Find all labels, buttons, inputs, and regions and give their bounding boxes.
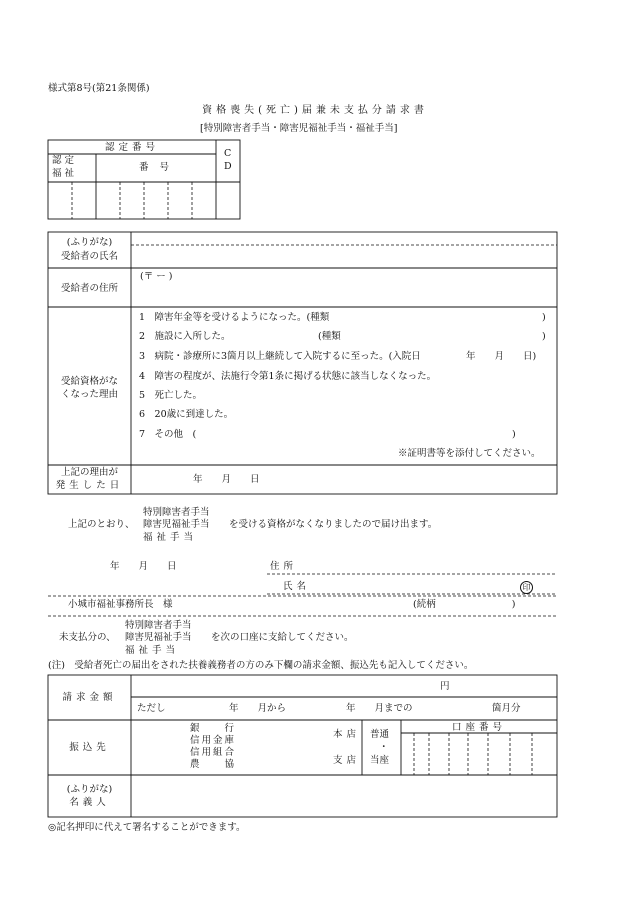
reason-label-1: 受給資格がな bbox=[60, 376, 118, 387]
allowance-1: 特別障害者手当 bbox=[143, 507, 210, 518]
nintei-fukushi-label-2: 福 祉 bbox=[52, 168, 75, 179]
admit-date: 年 月 日) bbox=[466, 351, 537, 362]
transfer-label: 振込先 bbox=[69, 742, 110, 753]
nintei-bango-label: 認定番号 bbox=[104, 142, 159, 153]
amount-label: 請求金額 bbox=[62, 692, 117, 703]
cd-label-1: C bbox=[224, 148, 232, 159]
addressee: 小城市福祉事務所長 様 bbox=[68, 599, 173, 610]
tadashi-label: ただし bbox=[137, 703, 166, 714]
unpaid-allowance-1: 特別障害者手当 bbox=[125, 620, 192, 631]
reason-label-2: くなった理由 bbox=[60, 389, 118, 400]
reason-close-paren: ) bbox=[542, 331, 546, 342]
seal-icon: 印 bbox=[520, 581, 533, 594]
institution-bank: 銀 行 bbox=[190, 723, 237, 734]
reason-close-paren: ) bbox=[512, 429, 516, 440]
furigana-label: (ふりがな) bbox=[66, 237, 113, 248]
shiten-label: 支店 bbox=[333, 755, 361, 766]
footer-note: ◎記名押印に代えて署名することができます。 bbox=[48, 822, 246, 833]
recipient-address-label: 受給者の住所 bbox=[60, 283, 118, 294]
reason-kind: (種類 bbox=[318, 331, 341, 342]
unpaid-allowance-2: 障害児福祉手当 bbox=[125, 632, 192, 643]
holder-furigana-label: (ふりがな) bbox=[66, 784, 113, 795]
toza-label: 当座 bbox=[370, 755, 390, 766]
postal-code: (〒 ー ) bbox=[140, 271, 173, 282]
reason-item: 7 その他 ( bbox=[139, 429, 197, 440]
cd-label-2: D bbox=[224, 161, 232, 172]
relation-field: (続柄 ) bbox=[413, 599, 516, 610]
unpaid-note: (注) 受給者死亡の届出をされた扶養義務者の方のみ下欄の請求金額、振込先も記入してください。 bbox=[48, 660, 474, 671]
futsu-label: 普通 bbox=[370, 729, 390, 740]
reason-item: 1 障害年金等を受けるようになった。(種類 bbox=[139, 312, 330, 323]
reason-item: 3 病院・診療所に3箇月以上継続して入院するに至った。(入院日 bbox=[139, 351, 421, 362]
account-type-dot: ・ bbox=[379, 742, 389, 753]
address-label: 住所 bbox=[270, 561, 298, 572]
form-title: 資格喪失(死亡)届兼未支払分請求書 bbox=[202, 105, 428, 116]
seal-mark bbox=[520, 581, 533, 594]
reason-item: 2 施設に入所した。 bbox=[139, 331, 231, 342]
unpaid-prefix: 未支払分の、 bbox=[59, 632, 116, 643]
declaration-prefix: 上記のとおり、 bbox=[68, 519, 135, 530]
occurrence-date: 年 月 日 bbox=[193, 474, 260, 485]
honten-label: 本店 bbox=[333, 729, 361, 740]
period-to: 年 月までの bbox=[346, 703, 413, 714]
allowance-3: 福祉手当 bbox=[143, 532, 198, 543]
attach-note: ※証明書等を添付してください。 bbox=[398, 448, 541, 459]
nintei-fukushi-label-1: 認 定 bbox=[52, 155, 75, 166]
declaration-suffix: を受ける資格がなくなりましたので届け出ます。 bbox=[229, 519, 438, 530]
date-label-1: 上記の理由が bbox=[60, 467, 118, 478]
reason-close-paren: ) bbox=[542, 312, 546, 323]
name-label: 氏名 bbox=[283, 581, 311, 592]
institution-nokyo: 農 協 bbox=[190, 759, 237, 770]
declaration-date: 年 月 日 bbox=[110, 561, 177, 572]
recipient-name-label: 受給者の氏名 bbox=[60, 251, 118, 262]
date-label-2: 発生した日 bbox=[55, 480, 124, 491]
yen-unit: 円 bbox=[440, 681, 450, 692]
unpaid-allowance-3: 福祉手当 bbox=[125, 645, 180, 656]
reason-item: 6 20歳に到達した。 bbox=[139, 409, 234, 420]
reason-item: 5 死亡した。 bbox=[139, 390, 203, 401]
allowance-2: 障害児福祉手当 bbox=[143, 519, 210, 530]
institution-kumiai: 信用組合 bbox=[190, 747, 237, 758]
period-from: 年 月から bbox=[229, 703, 287, 714]
months-label: 箇月分 bbox=[492, 703, 521, 714]
holder-name-label: 名義人 bbox=[69, 797, 110, 808]
bango-label: 番 号 bbox=[138, 162, 174, 173]
form-number: 様式第8号(第21条関係) bbox=[48, 83, 150, 94]
reason-item: 4 障害の程度が、法施行令第1条に掲げる状態に該当しなくなった。 bbox=[139, 371, 437, 382]
unpaid-suffix: を次の口座に支給してください。 bbox=[211, 632, 354, 643]
account-number-label: 口座番号 bbox=[451, 722, 506, 733]
form-subtitle: [特別障害者手当・障害児福祉手当・福祉手当] bbox=[200, 123, 398, 134]
institution-shinkin: 信用金庫 bbox=[190, 735, 237, 746]
